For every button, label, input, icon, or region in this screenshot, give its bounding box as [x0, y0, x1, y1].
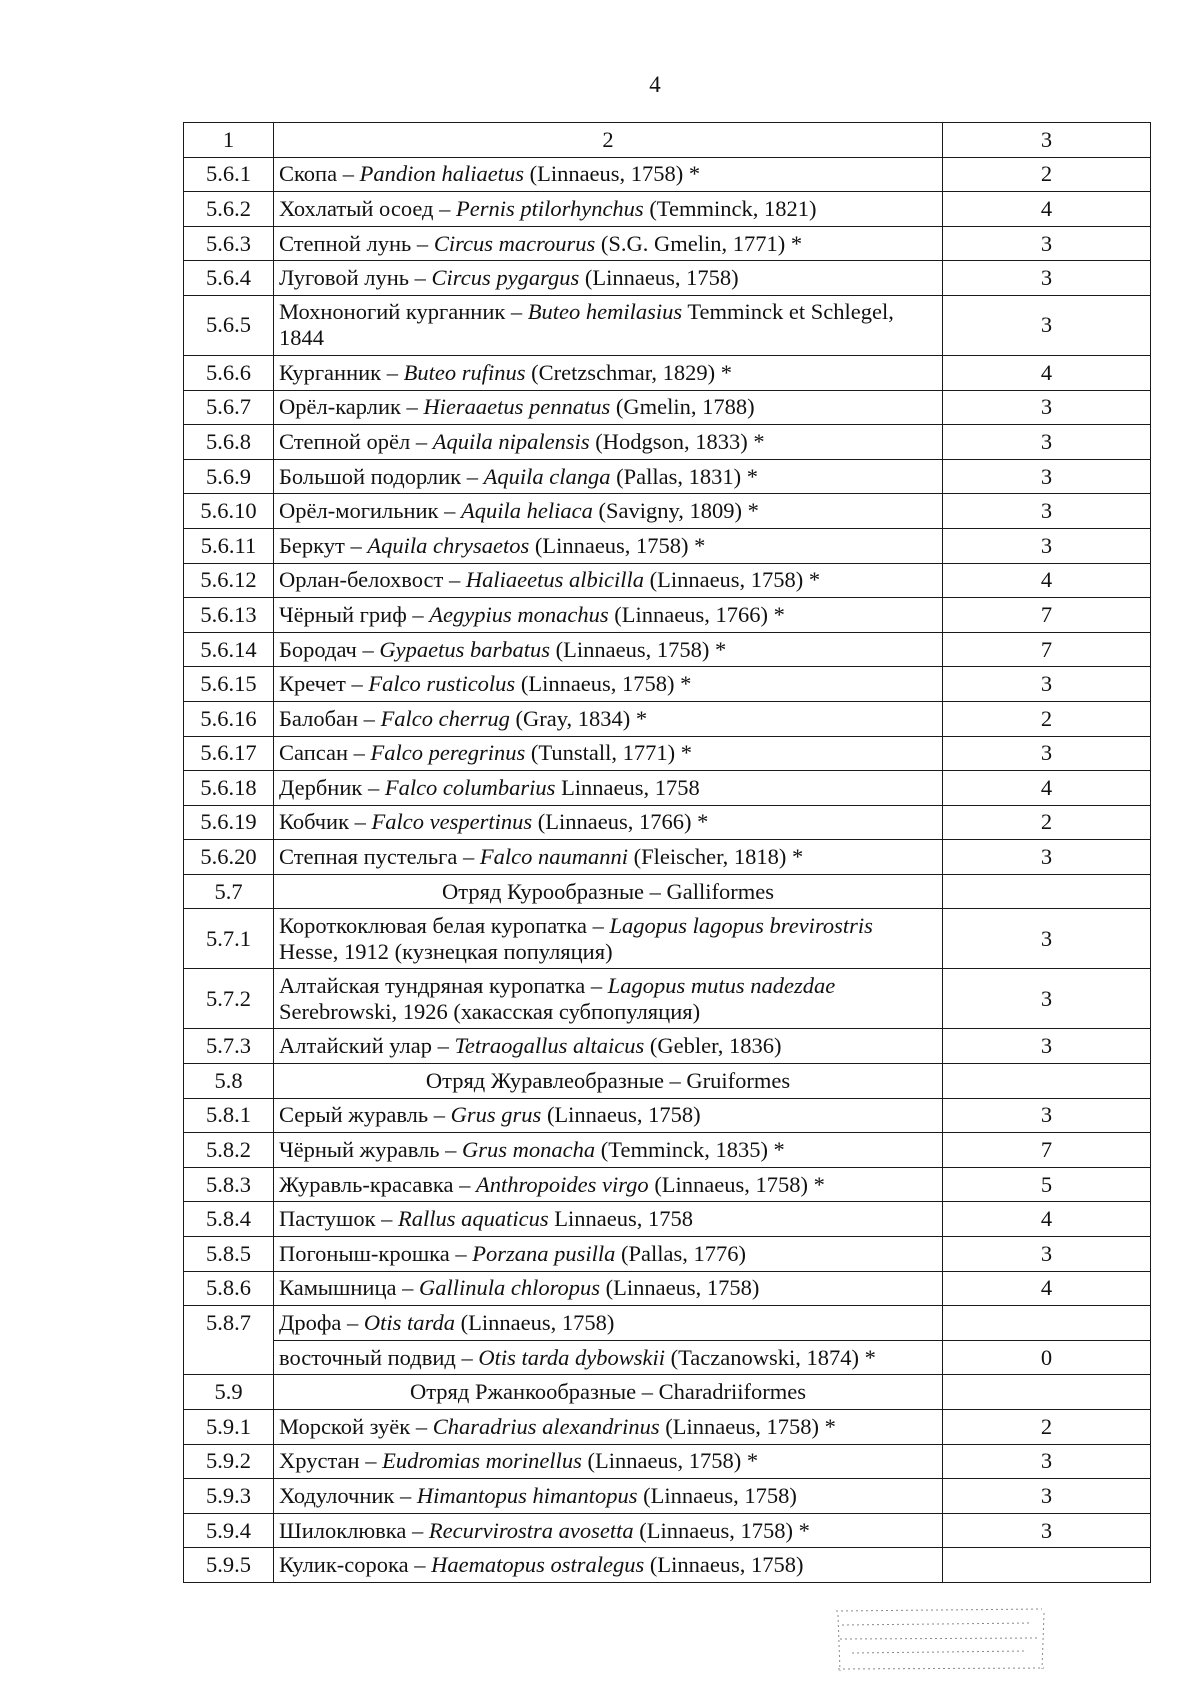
table-row: [184, 390, 1151, 425]
row-number: 5.6.7: [184, 390, 274, 425]
species-latin-name: Lagopus lagopus brevirostris: [609, 912, 873, 938]
species-author: (Linnaeus, 1758) *: [633, 1517, 810, 1543]
species-cell: [274, 1306, 943, 1341]
table-row: [184, 261, 1151, 296]
status-category: 4: [943, 192, 1151, 227]
row-number: 5.6.2: [184, 192, 274, 227]
species-latin-name: Rallus aquaticus: [398, 1206, 549, 1232]
row-number: 5.8.7: [184, 1306, 274, 1341]
species-author: Linnaeus, 1758: [555, 774, 700, 800]
header-col-status: 3: [943, 123, 1151, 158]
species-author: (Linnaeus, 1758) *: [648, 1171, 825, 1197]
species-latin-name: Pernis ptilorhynchus: [455, 195, 644, 221]
row-number: 5.8.6: [184, 1271, 274, 1306]
species-common-name: Скопа –: [279, 161, 360, 187]
species-latin-name: Charadrius alexandrinus: [432, 1413, 660, 1439]
species-author: (Linnaeus, 1758): [541, 1102, 701, 1128]
species-common-name: Камышница –: [279, 1275, 419, 1301]
species-cell: [274, 1513, 943, 1548]
status-category: 3: [943, 1479, 1151, 1514]
species-common-name: Большой подорлик –: [279, 463, 484, 489]
species-cell: [274, 701, 943, 736]
species-common-name: Погоныш-крошка –: [279, 1240, 473, 1266]
table-row: [184, 1444, 1151, 1479]
status-category: 3: [943, 667, 1151, 702]
species-latin-name: Buteo rufinus: [403, 359, 526, 385]
species-author: (Taczanowski, 1874) *: [665, 1344, 876, 1370]
species-latin-name: Grus grus: [450, 1102, 542, 1128]
species-common-name: Степная пустельга –: [279, 844, 480, 870]
species-latin-name: Aquila nipalensis: [432, 428, 590, 454]
species-cell: [274, 805, 943, 840]
species-author: (Linnaeus, 1758) *: [523, 161, 701, 187]
species-author: (Linnaeus, 1758): [644, 1552, 804, 1578]
species-cell: [274, 1029, 943, 1064]
table-row: [184, 157, 1151, 192]
species-common-name: Орёл-карлик –: [279, 394, 424, 420]
header-col-species: 2: [274, 123, 943, 158]
status-category: 3: [943, 969, 1151, 1029]
species-cell: [274, 1340, 943, 1375]
species-cell: [274, 1479, 943, 1514]
species-author: (Linnaeus, 1758) *: [643, 567, 821, 593]
header-row: [184, 123, 1151, 158]
species-common-name: Степной орёл –: [279, 428, 433, 454]
species-common-name: Короткоклювая белая куропатка –: [279, 912, 610, 938]
species-latin-name: Gallinula chloropus: [419, 1275, 601, 1301]
species-cell: [274, 667, 943, 702]
species-cell: [274, 969, 943, 1029]
table-row: [184, 1271, 1151, 1306]
species-author: (Tunstall, 1771) *: [525, 740, 692, 766]
species-cell: [274, 390, 943, 425]
species-cell: [274, 1133, 943, 1168]
species-common-name: Мохноногий курганник –: [279, 299, 528, 325]
species-latin-name: Lagopus mutus nadezdae: [607, 972, 836, 998]
status-category: 3: [943, 459, 1151, 494]
species-author: (Temminck, 1821): [643, 195, 817, 221]
status-category: 4: [943, 563, 1151, 598]
table-row: [184, 736, 1151, 771]
table-row: [184, 1237, 1151, 1272]
species-author: (Pallas, 1776): [615, 1240, 746, 1266]
species-author: Hesse, 1912 (кузнецкая популяция): [279, 938, 613, 964]
row-number: 5.6.6: [184, 355, 274, 390]
row-number: 5.7.3: [184, 1029, 274, 1064]
status-category: [943, 1548, 1151, 1583]
row-number: 5.6.9: [184, 459, 274, 494]
species-author: (Linnaeus, 1758): [600, 1275, 760, 1301]
species-author: (Savigny, 1809) *: [592, 498, 759, 524]
species-author: (Linnaeus, 1758): [637, 1482, 797, 1508]
row-number: 5.9.4: [184, 1513, 274, 1548]
table-row: [184, 632, 1151, 667]
status-category: [943, 874, 1151, 909]
status-category: [943, 1064, 1151, 1099]
table-row: [184, 1479, 1151, 1514]
species-latin-name: Otis tarda dybowskii: [478, 1344, 665, 1370]
species-common-name: Шилоклювка –: [279, 1517, 429, 1543]
row-number: 5.6.8: [184, 425, 274, 460]
status-category: 4: [943, 1202, 1151, 1237]
species-common-name: Орёл-могильник –: [279, 498, 461, 524]
species-common-name: Степной лунь –: [279, 230, 434, 256]
species-latin-name: Falco cherrug: [380, 705, 510, 731]
species-common-name: Луговой лунь –: [279, 265, 432, 291]
species-latin-name: Tetraogallus altaicus: [454, 1033, 645, 1059]
status-category: 4: [943, 355, 1151, 390]
row-number: 5.6.3: [184, 226, 274, 261]
species-cell: [274, 494, 943, 529]
row-number: 5.8.5: [184, 1237, 274, 1272]
table-row: [184, 226, 1151, 261]
order-title: Отряд Ржанкообразные – Charadriiformes: [274, 1375, 943, 1410]
table-row: [184, 494, 1151, 529]
species-cell: [274, 355, 943, 390]
species-cell: [274, 295, 943, 355]
row-number: 5.8: [184, 1064, 274, 1099]
row-number: 5.6.10: [184, 494, 274, 529]
status-category: 3: [943, 425, 1151, 460]
species-common-name: Дрофа –: [279, 1310, 364, 1336]
row-number: 5.6.11: [184, 528, 274, 563]
species-common-name: Морской зуёк –: [279, 1413, 433, 1439]
table-row: [184, 771, 1151, 806]
species-cell: [274, 1202, 943, 1237]
species-common-name: Кобчик –: [279, 809, 372, 835]
status-category: 3: [943, 736, 1151, 771]
species-cell: [274, 840, 943, 875]
species-common-name: Балобан –: [279, 705, 381, 731]
order-row: [184, 1375, 1151, 1410]
species-common-name: Журавль-красавка –: [279, 1171, 476, 1197]
table-row: [184, 1202, 1151, 1237]
species-cell: [274, 909, 943, 969]
species-author: (S.G. Gmelin, 1771) *: [595, 230, 803, 256]
status-category: 3: [943, 494, 1151, 529]
table-row: [184, 1340, 1151, 1375]
species-common-name: Алтайский улар –: [279, 1033, 455, 1059]
species-cell: [274, 528, 943, 563]
species-latin-name: Falco peregrinus: [370, 740, 526, 766]
table-row: [184, 1133, 1151, 1168]
row-number: 5.8.3: [184, 1167, 274, 1202]
order-title: Отряд Журавлеобразные – Gruiformes: [274, 1064, 943, 1099]
species-common-name: восточный подвид –: [279, 1344, 479, 1370]
species-author: (Fleischer, 1818) *: [627, 844, 804, 870]
species-latin-name: Aquila chrysaetos: [367, 532, 530, 558]
table-row: [184, 1410, 1151, 1445]
table-row: [184, 1098, 1151, 1133]
species-cell: [274, 1098, 943, 1133]
species-latin-name: Falco rusticolus: [368, 671, 516, 697]
species-cell: [274, 1271, 943, 1306]
status-category: 3: [943, 261, 1151, 296]
species-latin-name: Haematopus ostralegus: [431, 1552, 645, 1578]
species-latin-name: Pandion haliaetus: [359, 161, 524, 187]
row-number: 5.9.2: [184, 1444, 274, 1479]
species-common-name: Алтайская тундряная куропатка –: [279, 972, 608, 998]
table-row: [184, 1513, 1151, 1548]
species-cell: [274, 632, 943, 667]
table-row: [184, 1548, 1151, 1583]
species-author: (Pallas, 1831) *: [610, 463, 758, 489]
row-number: 5.6.18: [184, 771, 274, 806]
species-latin-name: Aegypius monachus: [429, 601, 609, 627]
row-number: 5.9: [184, 1375, 274, 1410]
status-category: 3: [943, 1513, 1151, 1548]
species-latin-name: Otis tarda: [363, 1310, 455, 1336]
status-category: 7: [943, 632, 1151, 667]
species-cell: [274, 736, 943, 771]
row-number: 5.8.4: [184, 1202, 274, 1237]
species-cell: [274, 1167, 943, 1202]
row-number: 5.6.1: [184, 157, 274, 192]
species-author: (Linnaeus, 1758) *: [515, 671, 692, 697]
table-row: [184, 528, 1151, 563]
species-author: Temminck et Schlegel, 1844: [279, 299, 894, 351]
table-row: [184, 1167, 1151, 1202]
status-category: 3: [943, 1237, 1151, 1272]
species-common-name: Курганник –: [279, 359, 404, 385]
species-latin-name: Circus macrourus: [433, 230, 596, 256]
row-number: 5.7: [184, 874, 274, 909]
status-category: 3: [943, 1029, 1151, 1064]
species-latin-name: Haliaeetus albicilla: [465, 567, 644, 593]
status-category: 0: [943, 1340, 1151, 1375]
table-row: [184, 295, 1151, 355]
species-common-name: Чёрный гриф –: [279, 601, 430, 627]
species-latin-name: Hieraaetus pennatus: [423, 394, 611, 420]
status-category: 7: [943, 598, 1151, 633]
table-row: [184, 840, 1151, 875]
species-latin-name: Gypaetus barbatus: [379, 636, 550, 662]
row-number: 5.6.20: [184, 840, 274, 875]
species-cell: [274, 1548, 943, 1583]
row-number: 5.6.5: [184, 295, 274, 355]
status-category: 2: [943, 1410, 1151, 1445]
species-latin-name: Himantopus himantopus: [416, 1482, 638, 1508]
row-number: 5.6.19: [184, 805, 274, 840]
species-cell: [274, 261, 943, 296]
table-row: [184, 459, 1151, 494]
species-latin-name: Falco vespertinus: [371, 809, 533, 835]
table-row: [184, 909, 1151, 969]
species-common-name: Беркут –: [279, 532, 368, 558]
species-latin-name: Porzana pusilla: [472, 1240, 616, 1266]
species-cell: [274, 459, 943, 494]
species-common-name: Пастушок –: [279, 1206, 399, 1232]
order-title: Отряд Курообразные – Galliformes: [274, 874, 943, 909]
table-row: [184, 598, 1151, 633]
species-latin-name: Aquila clanga: [483, 463, 611, 489]
species-cell: [274, 771, 943, 806]
header-col-number: 1: [184, 123, 274, 158]
status-category: 4: [943, 1271, 1151, 1306]
species-latin-name: Buteo hemilasius: [527, 299, 683, 325]
species-common-name: Хрустан –: [279, 1448, 383, 1474]
species-latin-name: Eudromias morinellus: [382, 1448, 582, 1474]
table-row: [184, 1029, 1151, 1064]
row-number: 5.6.4: [184, 261, 274, 296]
species-author: (Gebler, 1836): [644, 1033, 782, 1059]
species-latin-name: Falco columbarius: [384, 774, 556, 800]
table-row: [184, 563, 1151, 598]
species-author: (Linnaeus, 1766) *: [532, 809, 709, 835]
table-row: [184, 425, 1151, 460]
table-row: [184, 701, 1151, 736]
status-category: 3: [943, 226, 1151, 261]
species-common-name: Дербник –: [279, 774, 385, 800]
species-common-name: Хохлатый осоед –: [279, 195, 456, 221]
species-common-name: Бородач –: [279, 636, 380, 662]
species-author: (Linnaeus, 1758) *: [581, 1448, 759, 1474]
species-latin-name: Aquila heliaca: [460, 498, 593, 524]
species-common-name: Сапсан –: [279, 740, 371, 766]
species-cell: [274, 1237, 943, 1272]
species-author: Linnaeus, 1758: [548, 1206, 693, 1232]
status-category: 2: [943, 805, 1151, 840]
status-category: 4: [943, 771, 1151, 806]
status-category: 3: [943, 909, 1151, 969]
status-category: 2: [943, 701, 1151, 736]
row-number: 5.6.17: [184, 736, 274, 771]
table-row: [184, 805, 1151, 840]
species-author: (Linnaeus, 1766) *: [608, 601, 785, 627]
species-table: [183, 122, 1151, 1583]
species-latin-name: Grus monacha: [462, 1137, 596, 1163]
row-number: 5.8.2: [184, 1133, 274, 1168]
species-latin-name: Circus pygargus: [431, 265, 580, 291]
status-category: 2: [943, 157, 1151, 192]
table-row: [184, 969, 1151, 1029]
status-category: 3: [943, 840, 1151, 875]
species-author: (Hodgson, 1833) *: [589, 428, 765, 454]
table-row: [184, 355, 1151, 390]
species-author: (Temminck, 1835) *: [595, 1137, 785, 1163]
status-category: 3: [943, 528, 1151, 563]
page-number: 4: [649, 72, 661, 97]
species-cell: [274, 563, 943, 598]
row-number: 5.6.14: [184, 632, 274, 667]
species-cell: [274, 425, 943, 460]
status-category: 5: [943, 1167, 1151, 1202]
species-author: (Linnaeus, 1758): [454, 1310, 615, 1336]
order-row: [184, 874, 1151, 909]
species-cell: [274, 598, 943, 633]
species-common-name: Чёрный журавль –: [279, 1137, 463, 1163]
species-cell: [274, 192, 943, 227]
species-author: Serebrowski, 1926 (хакасская субпопуляция): [279, 998, 701, 1024]
species-latin-name: Falco naumanni: [479, 844, 628, 870]
row-number: 5.9.3: [184, 1479, 274, 1514]
table-row: [184, 1306, 1151, 1341]
row-number: 5.7.1: [184, 909, 274, 969]
archive-stamp-mark: [832, 1605, 1050, 1675]
row-number: 5.9.1: [184, 1410, 274, 1445]
status-category: [943, 1306, 1151, 1341]
row-number: [184, 1340, 274, 1375]
species-common-name: Орлан-белохвост –: [279, 567, 466, 593]
table-body: [184, 123, 1151, 1583]
species-cell: [274, 226, 943, 261]
row-number: 5.6.16: [184, 701, 274, 736]
species-cell: [274, 1444, 943, 1479]
species-author: (Gmelin, 1788): [610, 394, 755, 420]
status-category: 3: [943, 1444, 1151, 1479]
table-row: [184, 192, 1151, 227]
row-number: 5.9.5: [184, 1548, 274, 1583]
row-number: 5.6.12: [184, 563, 274, 598]
status-category: 3: [943, 1098, 1151, 1133]
row-number: 5.7.2: [184, 969, 274, 1029]
species-author: (Linnaeus, 1758): [579, 265, 739, 291]
species-common-name: Ходулочник –: [279, 1482, 417, 1508]
species-common-name: Кулик-сорока –: [279, 1552, 432, 1578]
status-category: 7: [943, 1133, 1151, 1168]
species-author: (Linnaeus, 1758) *: [659, 1413, 836, 1439]
species-common-name: Кречет –: [279, 671, 369, 697]
species-common-name: Серый журавль –: [279, 1102, 451, 1128]
order-row: [184, 1064, 1151, 1099]
row-number: 5.8.1: [184, 1098, 274, 1133]
species-author: (Cretzschmar, 1829) *: [525, 359, 733, 385]
row-number: 5.6.15: [184, 667, 274, 702]
species-cell: [274, 1410, 943, 1445]
species-author: (Linnaeus, 1758) *: [550, 636, 727, 662]
species-author: (Gray, 1834) *: [509, 705, 648, 731]
species-cell: [274, 157, 943, 192]
species-latin-name: Recurvirostra avosetta: [428, 1517, 634, 1543]
status-category: 3: [943, 390, 1151, 425]
row-number: 5.6.13: [184, 598, 274, 633]
status-category: 3: [943, 295, 1151, 355]
species-author: (Linnaeus, 1758) *: [529, 532, 706, 558]
species-latin-name: Anthropoides virgo: [475, 1171, 649, 1197]
status-category: [943, 1375, 1151, 1410]
table-row: [184, 667, 1151, 702]
